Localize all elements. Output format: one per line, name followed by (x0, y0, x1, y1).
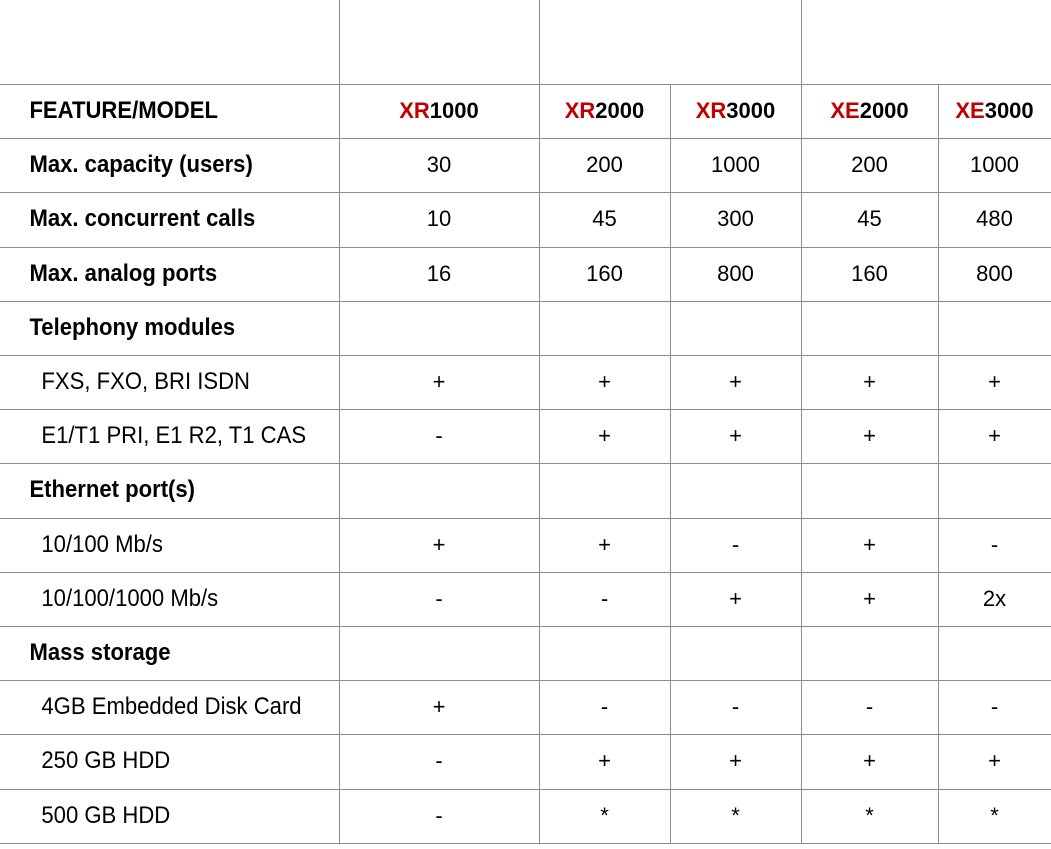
grid-line (0, 843, 1051, 844)
model-number: 3000 (984, 98, 1034, 124)
value-cell: + (863, 369, 876, 395)
value-cell: + (432, 369, 446, 395)
value-cell: + (598, 423, 611, 449)
value-cell: + (598, 369, 611, 395)
value-cell: * (865, 802, 874, 828)
value-cell: 160 (586, 260, 623, 286)
value-cell: + (729, 585, 742, 611)
value-cell: + (598, 531, 611, 557)
value-cell: 1000 (970, 152, 1019, 178)
value-cell: 160 (851, 260, 888, 286)
value-cell: + (729, 369, 742, 395)
value-cell: 480 (976, 206, 1013, 232)
value-cell (938, 301, 1051, 355)
value-cell: 200 (586, 152, 623, 178)
row-label: 500 GB HDD (41, 801, 171, 829)
value-cell: 800 (717, 260, 754, 286)
row-label: Max. concurrent calls (29, 205, 256, 233)
model-header (539, 84, 670, 138)
model-header (670, 84, 801, 138)
value-cell: - (731, 531, 740, 557)
value-cell: + (863, 748, 876, 774)
value-cell: 45 (857, 206, 882, 232)
value-cell: 300 (717, 206, 754, 232)
value-cell: - (731, 694, 740, 720)
value-cell (801, 463, 938, 517)
row-label: Ethernet port(s) (29, 476, 196, 504)
value-cell: - (435, 423, 443, 449)
value-cell: 45 (592, 206, 617, 232)
value-cell: + (729, 423, 742, 449)
value-cell: + (863, 531, 876, 557)
value-cell: * (990, 802, 999, 828)
model-number: 2000 (859, 98, 909, 124)
value-cell: - (990, 694, 999, 720)
value-cell (938, 463, 1051, 517)
feature-model-header: FEATURE/MODEL (29, 97, 218, 125)
row-label: 10/100/1000 Mb/s (41, 584, 219, 612)
row-label: Max. capacity (users) (29, 151, 253, 179)
value-cell: 10 (426, 206, 452, 232)
value-cell: + (432, 694, 446, 720)
value-cell: 2x (982, 585, 1007, 611)
value-cell: * (600, 802, 609, 828)
value-cell (670, 626, 801, 680)
row-label: 4GB Embedded Disk Card (41, 693, 302, 721)
value-cell (339, 301, 539, 355)
model-number: 3000 (726, 98, 776, 124)
value-cell (339, 626, 539, 680)
value-cell: 30 (426, 152, 452, 178)
value-cell: 1000 (711, 152, 760, 178)
model-prefix: XE (830, 98, 860, 124)
value-cell: + (729, 748, 742, 774)
value-cell: - (600, 694, 609, 720)
row-label: FXS, FXO, BRI ISDN (41, 368, 250, 396)
value-cell (670, 301, 801, 355)
value-cell: + (432, 531, 446, 557)
row-label: 10/100 Mb/s (41, 530, 163, 558)
model-number: 1000 (429, 98, 479, 124)
model-prefix: XR (695, 98, 727, 124)
value-cell (539, 626, 670, 680)
value-cell: - (990, 531, 999, 557)
value-cell: 800 (976, 260, 1013, 286)
value-cell (539, 301, 670, 355)
model-header (339, 84, 539, 138)
model-number: 2000 (595, 98, 645, 124)
value-cell: 200 (851, 152, 888, 178)
value-cell (801, 626, 938, 680)
value-cell (670, 463, 801, 517)
value-cell: - (865, 694, 874, 720)
row-label: 250 GB HDD (41, 747, 171, 775)
model-prefix: XE (955, 98, 985, 124)
row-label: Max. analog ports (29, 259, 218, 287)
value-cell: + (598, 748, 611, 774)
value-cell: + (988, 748, 1001, 774)
row-label: Telephony modules (29, 313, 236, 341)
row-label: Mass storage (29, 639, 171, 667)
model-prefix: XR (399, 98, 430, 124)
value-cell (801, 301, 938, 355)
value-cell: + (988, 423, 1001, 449)
value-cell: + (988, 369, 1001, 395)
value-cell (938, 626, 1051, 680)
value-cell: * (731, 802, 740, 828)
model-header (938, 84, 1051, 138)
value-cell (539, 463, 670, 517)
value-cell: - (435, 802, 443, 828)
model-prefix: XR (564, 98, 596, 124)
row-label: E1/T1 PRI, E1 R2, T1 CAS (41, 422, 307, 450)
value-cell: + (863, 585, 876, 611)
value-cell: - (600, 585, 609, 611)
value-cell: + (863, 423, 876, 449)
value-cell: - (435, 585, 443, 611)
value-cell: - (435, 748, 443, 774)
model-header (801, 84, 938, 138)
value-cell (339, 463, 539, 517)
value-cell: 16 (426, 260, 452, 286)
